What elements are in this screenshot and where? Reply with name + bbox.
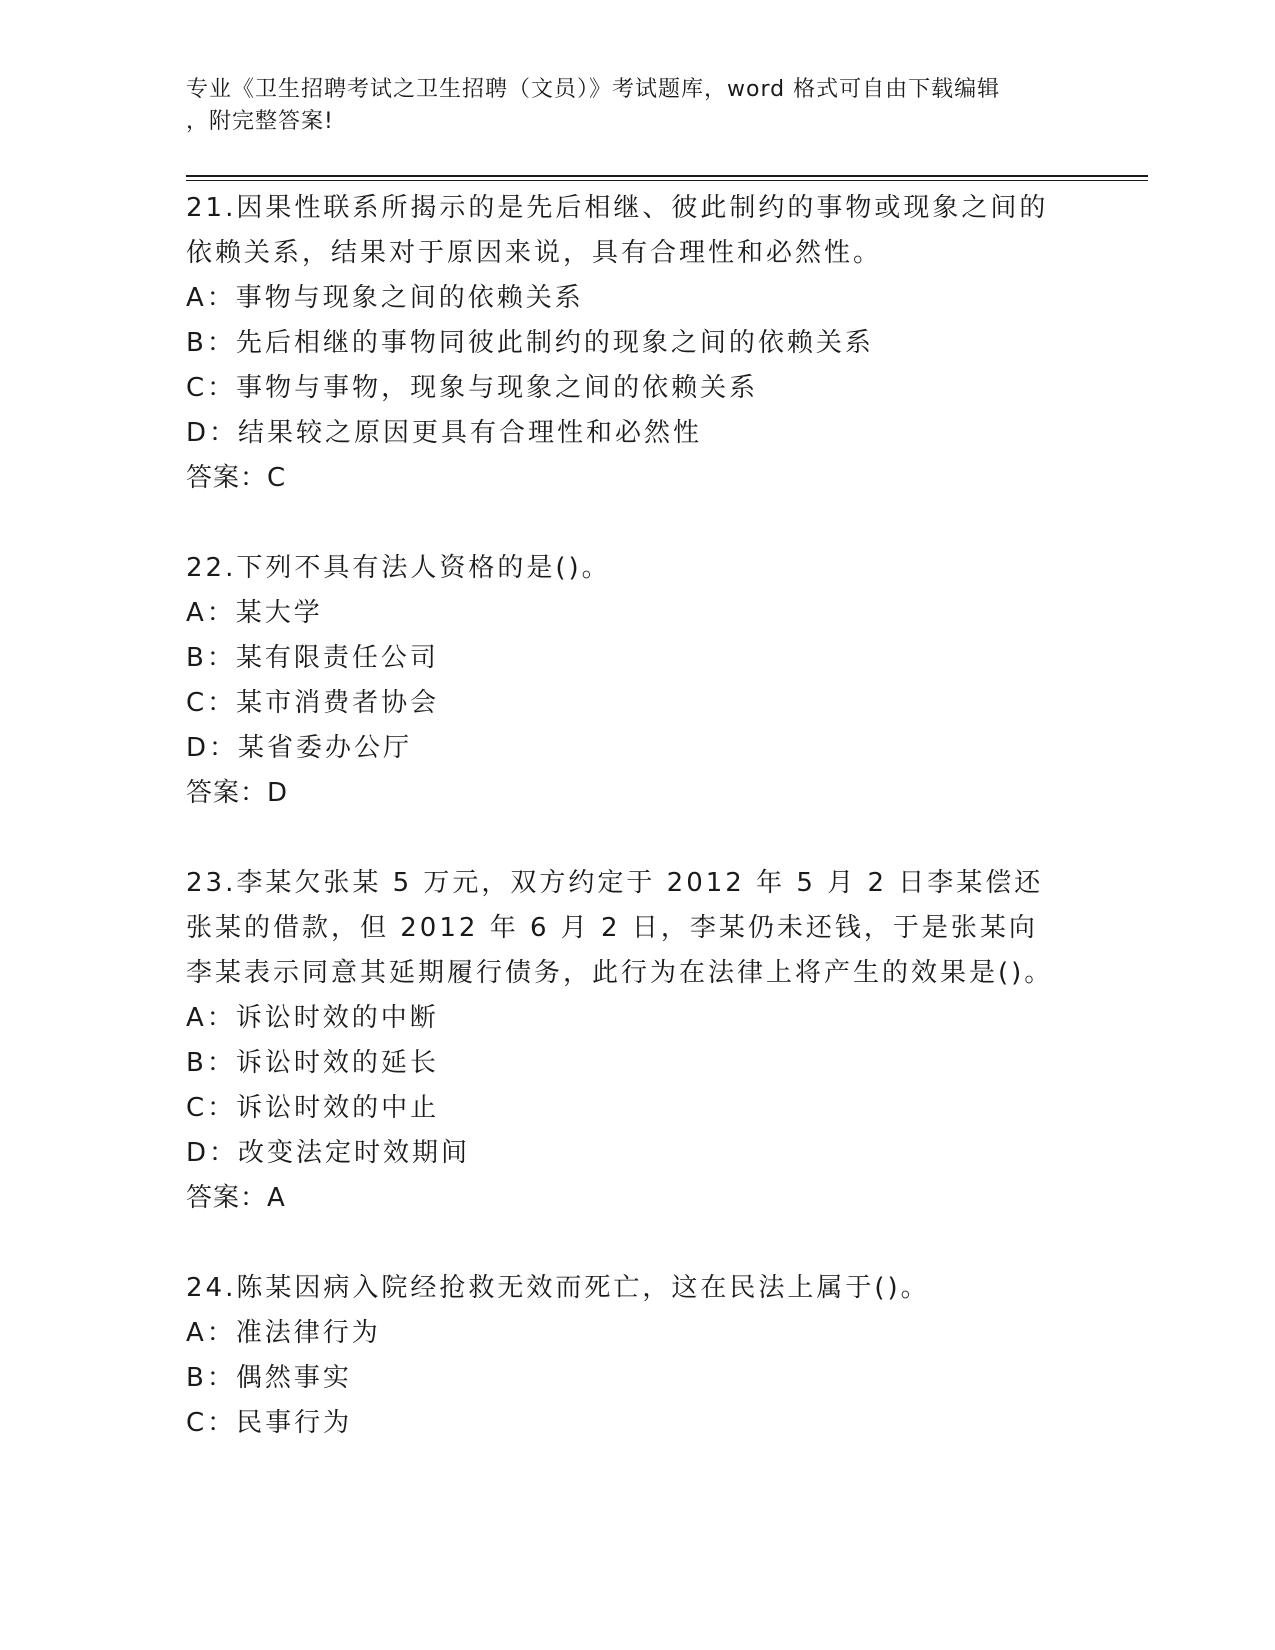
- option-a: A：准法律行为: [186, 1318, 381, 1348]
- option-c: C：某市消费者协会: [186, 688, 440, 718]
- option-a: A：事物与现象之间的依赖关系: [186, 283, 584, 313]
- option-b: B：偶然事实: [186, 1363, 352, 1393]
- question-22: [186, 546, 1086, 816]
- answer: 答案：A: [186, 1183, 286, 1213]
- question-text: 23.李某欠张某 5 万元，双方约定于 2012 年 5 月 2 日李某偿还张某的借款，但 2012 年 6 月 2 日，李某仍未还钱，于是张某向李某表示同意其延期履行债务，此行为在法律上将产生的效果是()。: [186, 868, 1054, 988]
- option-c: C：诉讼时效的中止: [186, 1093, 440, 1123]
- question-24: [186, 1266, 1086, 1446]
- header-line-1: 专业《卫生招聘考试之卫生招聘（文员）》考试题库，word 格式可自由下载编辑: [186, 77, 1001, 102]
- question-text: 21.因果性联系所揭示的是先后相继、彼此制约的事物或现象之间的依赖关系，结果对于原因来说，具有合理性和必然性。: [186, 193, 1049, 268]
- document-header: [186, 74, 1086, 138]
- option-a: A：某大学: [186, 598, 323, 628]
- option-b: B：先后相继的事物同彼此制约的现象之间的依赖关系: [186, 328, 874, 358]
- option-d: D：某省委办公厅: [186, 733, 413, 763]
- option-b: B：某有限责任公司: [186, 643, 439, 673]
- option-d: D：改变法定时效期间: [186, 1138, 471, 1168]
- header-divider: [186, 175, 1148, 181]
- question-text: 22.下列不具有法人资格的是()。: [186, 553, 611, 583]
- option-c: C：事物与事物，现象与现象之间的依赖关系: [186, 373, 759, 403]
- question-list: [186, 186, 1086, 1491]
- answer: 答案：D: [186, 778, 289, 808]
- option-d: D：结果较之原因更具有合理性和必然性: [186, 418, 703, 448]
- question-23: [186, 861, 1086, 1221]
- answer: 答案：C: [186, 463, 287, 493]
- question-21: [186, 186, 1086, 501]
- option-b: B：诉讼时效的延长: [186, 1048, 439, 1078]
- question-text: 24.陈某因病入院经抢救无效而死亡，这在民法上属于()。: [186, 1273, 930, 1303]
- option-c: C：民事行为: [186, 1408, 353, 1438]
- header-line-2: ，附完整答案!: [186, 109, 334, 134]
- option-a: A：诉讼时效的中断: [186, 1003, 439, 1033]
